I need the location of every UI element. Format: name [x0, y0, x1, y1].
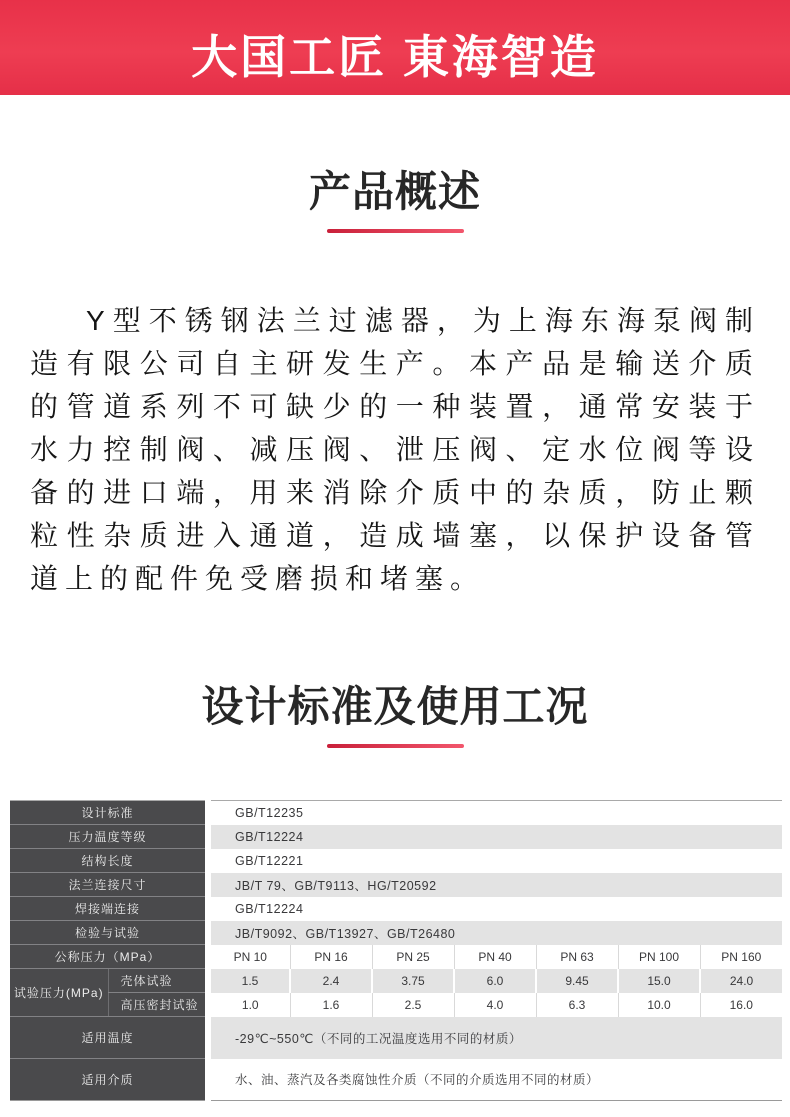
- shell-test-row: [10, 969, 782, 993]
- row-label: 检验与试验: [10, 921, 208, 945]
- temperature-row: [10, 1017, 782, 1059]
- row-value: -29℃~550℃（不同的工况温度选用不同的材质）: [208, 1017, 782, 1059]
- value-cell: 1.5: [208, 969, 290, 993]
- row-label: 公称压力（MPa）: [10, 945, 208, 969]
- row-value: GB/T12224: [208, 825, 782, 849]
- brand-banner: [0, 0, 790, 95]
- pn-cell: PN 10: [208, 945, 290, 969]
- pn-cell: PN 160: [700, 945, 782, 969]
- pn-cell: PN 25: [372, 945, 454, 969]
- table-row: [10, 897, 782, 921]
- title-underline: [327, 229, 464, 233]
- section-title-specs: 设计标准及使用工况: [201, 683, 589, 730]
- pn-cell: PN 40: [454, 945, 536, 969]
- pn-cell: PN 63: [536, 945, 618, 969]
- title-underline: [327, 744, 464, 748]
- row-value: 水、油、蒸汽及各类腐蚀性介质（不同的介质选用不同的材质）: [208, 1059, 782, 1101]
- table-row: [10, 921, 782, 945]
- row-sublabel: 高压密封试验: [108, 993, 208, 1017]
- row-label: 适用介质: [10, 1059, 208, 1101]
- table-row: [10, 801, 782, 825]
- row-value: JB/T9092、GB/T13927、GB/T26480: [208, 921, 782, 945]
- pn-cell: PN 16: [290, 945, 372, 969]
- row-label: 结构长度: [10, 849, 208, 873]
- value-cell: 2.4: [290, 969, 372, 993]
- value-cell: 4.0: [454, 993, 536, 1017]
- value-cell: 16.0: [700, 993, 782, 1017]
- row-label: 法兰连接尺寸: [10, 873, 208, 897]
- table-row: [10, 849, 782, 873]
- row-label: 压力温度等级: [10, 825, 208, 849]
- row-label: 试验压力(MPa): [10, 969, 108, 1017]
- value-cell: 1.0: [208, 993, 290, 1017]
- value-cell: 1.6: [290, 993, 372, 1017]
- row-value: GB/T12224: [208, 897, 782, 921]
- row-sublabel: 壳体试验: [108, 969, 208, 993]
- nominal-pressure-row: [10, 945, 782, 969]
- value-cell: 6.3: [536, 993, 618, 1017]
- row-label: 焊接端连接: [10, 897, 208, 921]
- value-cell: 3.75: [372, 969, 454, 993]
- table-row: [10, 873, 782, 897]
- row-label: 适用温度: [10, 1017, 208, 1059]
- value-cell: 2.5: [372, 993, 454, 1017]
- value-cell: 15.0: [618, 969, 700, 993]
- spec-table: [10, 800, 782, 1101]
- value-cell: 10.0: [618, 993, 700, 1017]
- section-title-overview: 产品概述: [308, 168, 481, 215]
- table-row: [10, 825, 782, 849]
- overview-paragraph: Y型不锈钢法兰过滤器，为上海东海泵阀制造有限公司自主研发生产。本产品是输送介质的管道系列不可缺少的一种装置，通常安装于水力控制阀、减压阀、泄压阀、定水位阀等设备的进口端，用来消除介质中的杂质，防止颗粒性杂质进入通道，造成墙塞，以保护设备管道上的配件免受磨损和堵塞。: [30, 305, 760, 594]
- pn-cell: PN 100: [618, 945, 700, 969]
- seal-test-row: [10, 993, 782, 1017]
- row-value: JB/T 79、GB/T9113、HG/T20592: [208, 873, 782, 897]
- banner-title: 大国工匠 東海智造: [191, 30, 599, 83]
- row-label: 设计标准: [10, 801, 208, 825]
- medium-row: [10, 1059, 782, 1101]
- value-cell: 9.45: [536, 969, 618, 993]
- value-cell: 24.0: [700, 969, 782, 993]
- row-value: GB/T12235: [208, 801, 782, 825]
- value-cell: 6.0: [454, 969, 536, 993]
- row-value: GB/T12221: [208, 849, 782, 873]
